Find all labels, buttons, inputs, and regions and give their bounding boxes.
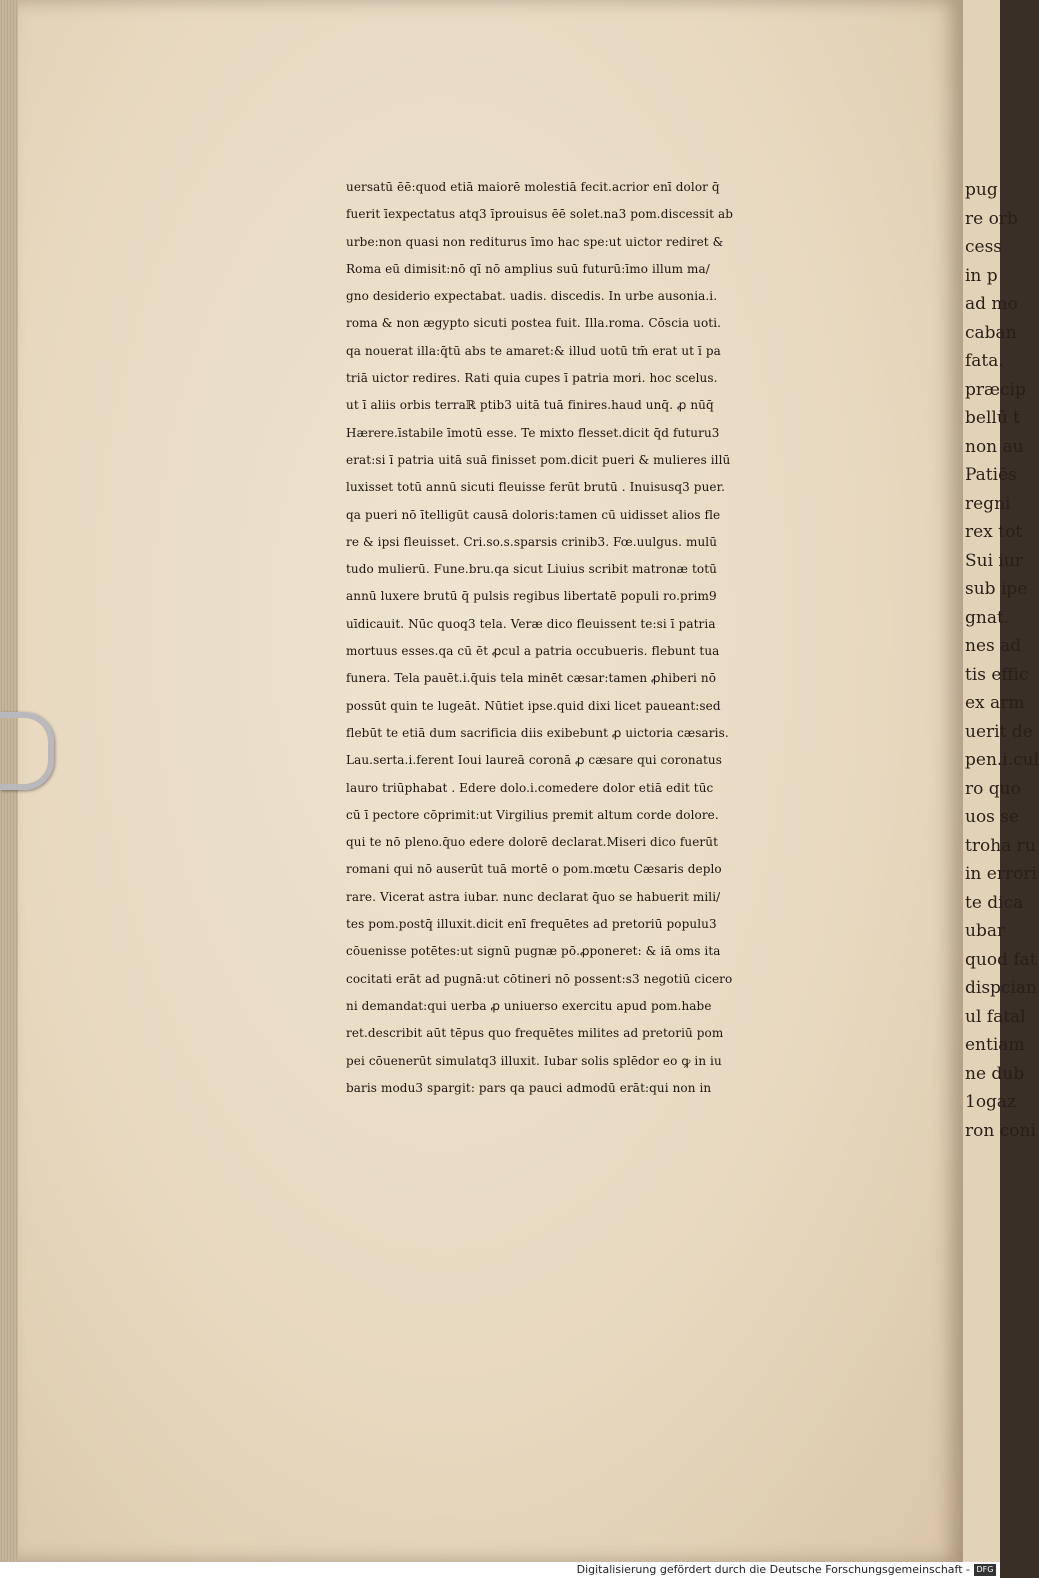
adjacent-page-text: caban <box>965 322 1017 343</box>
text-line: Lau.serta.i.ferent Ioui laureā coronā ꝓ cæsare qui coronatus <box>346 753 722 768</box>
adjacent-page-text: ul fatal <box>965 1006 1026 1027</box>
text-line: qa pueri nō ītelligūt causā doloris:tamen cū uidisset alios fle <box>346 507 721 522</box>
text-line: tudo mulierū. Fune.bru.qa sicut Liuius scribit matronæ totū <box>346 562 717 577</box>
text-line: rare. Vicerat astra iubar. nunc declarat q̄uo se habuerit mili/ <box>346 889 721 904</box>
text-line: fuerit īexpectatus atq3 īprouisus ēē solet.na3 pom.discessit ab <box>346 207 734 222</box>
adjacent-page-text: quod fat <box>965 949 1037 970</box>
adjacent-page-text: regni <box>965 493 1011 514</box>
adjacent-page-text: tis effic <box>965 664 1029 685</box>
adjacent-page-text: entiam <box>965 1035 1025 1055</box>
text-line: tes pom.postq̄ illuxit.dicit enī frequētes ad pretoriū populu3 <box>346 917 717 932</box>
adjacent-page-text: uerit de <box>965 721 1033 742</box>
adjacent-page-text: re orb <box>965 208 1018 229</box>
text-line: annū luxere brutū q̄ pulsis regibus libertatē populi ro.prim9 <box>346 589 717 604</box>
adjacent-page-text: ro quo <box>965 778 1021 799</box>
adjacent-page-text: Patiēs <box>965 465 1017 485</box>
text-block <box>346 174 926 1102</box>
adjacent-page-text: non au <box>965 436 1024 457</box>
adjacent-page-text: uos se <box>965 807 1020 827</box>
text-line: ni demandat:qui uerba ꝓ uniuerso exercitu apud pom.habe <box>346 998 712 1013</box>
text-line: romani qui nō auserūt tuā mortē o pom.mœtu Cæsaris deplo <box>346 862 722 877</box>
adjacent-page-text: te dica <box>965 892 1024 913</box>
text-line: luxisset totū annū sicuti fleuisse ferūt brutū . Inuisusq3 puer. <box>346 480 726 495</box>
adjacent-page-text: ne dub <box>965 1063 1025 1084</box>
adjacent-page-text: gnat. <box>965 607 1010 628</box>
adjacent-page-text: pen.i.cul <box>965 750 1039 770</box>
adjacent-page-text: fata. <box>965 351 1004 371</box>
adjacent-page-text: bellū t <box>965 408 1021 428</box>
adjacent-page-text: dispcian <box>965 978 1037 998</box>
adjacent-page-text: rex tot <box>965 522 1023 542</box>
adjacent-page-text: sub ipe <box>965 579 1028 599</box>
text-line: funera. Tela pauēt.i.q̄uis tela minēt cæsar:tamen ꝓhiberi nō <box>346 671 717 686</box>
adjacent-page-text: nes ad <box>965 636 1022 656</box>
page-clip <box>0 712 54 790</box>
text-line: qa nouerat illa:q̄tū abs te amaret:& illud uotū tm̄ erat ut ī pa <box>346 343 721 358</box>
text-line: cōuenisse potētes:ut signū pugnæ pō.ꝓponeret: & iā oms ita <box>346 944 721 959</box>
text-line: cū ī pectore cōprimit:ut Virgilius premit altum corde dolore. <box>346 807 719 822</box>
adjacent-page-text: 1ogaz <box>965 1092 1017 1112</box>
adjacent-page-text: ex arm <box>965 693 1025 713</box>
adjacent-page-text: Sui iur <box>965 550 1023 571</box>
footer-bar <box>0 1562 1000 1578</box>
text-line: baris modu3 spargit: pars qa pauci admodū erāt:qui non in <box>346 1080 712 1095</box>
text-line: Roma eū dimisit:nō qī nō amplius suū futurū:īmo illum ma/ <box>346 261 710 276</box>
text-line: urbe:non quasi non rediturus īmo hac spe:ut uictor rediret & <box>346 234 724 249</box>
adjacent-page-text: ron coni <box>965 1120 1036 1141</box>
manuscript-page <box>18 0 963 1562</box>
text-line: roma & non ægypto sicuti postea fuit. Illa.roma. Cōscia uoti. <box>346 316 722 331</box>
text-line: lauro triūphabat . Edere dolo.i.comedere dolor etiā edit tūc <box>346 780 714 795</box>
adjacent-page-text: præcip <box>965 379 1026 400</box>
text-line: uersatū ēē:quod etiā maiorē molestiā fecit.acrior enī dolor q̄ <box>346 180 720 194</box>
adjacent-page-text: in p <box>965 265 998 286</box>
adjacent-page-text: cess <box>965 237 1003 257</box>
text-line: mortuus esses.qa cū ēt ꝓcul a patria occubueris. flebunt tua <box>346 644 720 659</box>
text-line: erat:si ī patria uitā suā finisset pom.dicit pueri & mulieres illū <box>346 452 731 467</box>
text-line: pei cōuenerūt simulatq3 illuxit. Iubar solis splēdor eo ꝙ in iu <box>346 1053 722 1068</box>
adjacent-page-fragment <box>963 0 1039 1562</box>
text-line: triā uictor redires. Rati quia cupes ī patria mori. hoc scelus. <box>346 371 718 386</box>
adjacent-page-text: in errori <box>965 864 1037 884</box>
adjacent-page-text: pug <box>965 180 998 200</box>
text-line: cocitati erāt ad pugnā:ut cōtineri nō possent:s3 negotiū cicero <box>346 971 733 986</box>
text-line: ut ī aliis orbis terraℝ ptib3 uitā tuā finires.haud unq̄. ꝓ nūq̄ <box>346 398 714 413</box>
text-line: flebūt te etiā dum sacrificia diis exibebunt ꝓ uictoria cæsaris. <box>346 725 729 740</box>
footer-credit: Digitalisierung gefördert durch die Deutsche Forschungsgemeinschaft - <box>576 1563 970 1576</box>
text-line: ret.describit aūt tēpus quo frequētes milites ad pretoriū pom <box>346 1026 724 1041</box>
text-line: re & ipsi fleuisset. Cri.so.s.sparsis crinib3. Fœ.uulgus. mulū <box>346 534 718 549</box>
text-line: possūt quin te lugeāt. Nūtiet ipse.quid dixi licet paueant:sed <box>346 698 721 713</box>
dfg-logo: DFG <box>974 1564 996 1576</box>
text-line: uīdicauit. Nūc quoq3 tela. Veræ dico fleuissent te:si ī patria <box>346 616 716 631</box>
text-line: qui te nō pleno.q̄uo edere dolorē declarat.Miseri dico fuerūt <box>346 835 718 850</box>
text-line: Hærere.īstabile īmotū esse. Te mixto flesset.dicit q̄d futuru3 <box>346 425 720 440</box>
text-line: gno desiderio expectabat. uadis. discedis. In urbe ausonia.i. <box>346 289 718 304</box>
adjacent-page-text: ad mo <box>965 294 1018 314</box>
adjacent-page-text: ubar <box>965 921 1006 941</box>
adjacent-page-text: troha ru <box>965 835 1036 856</box>
